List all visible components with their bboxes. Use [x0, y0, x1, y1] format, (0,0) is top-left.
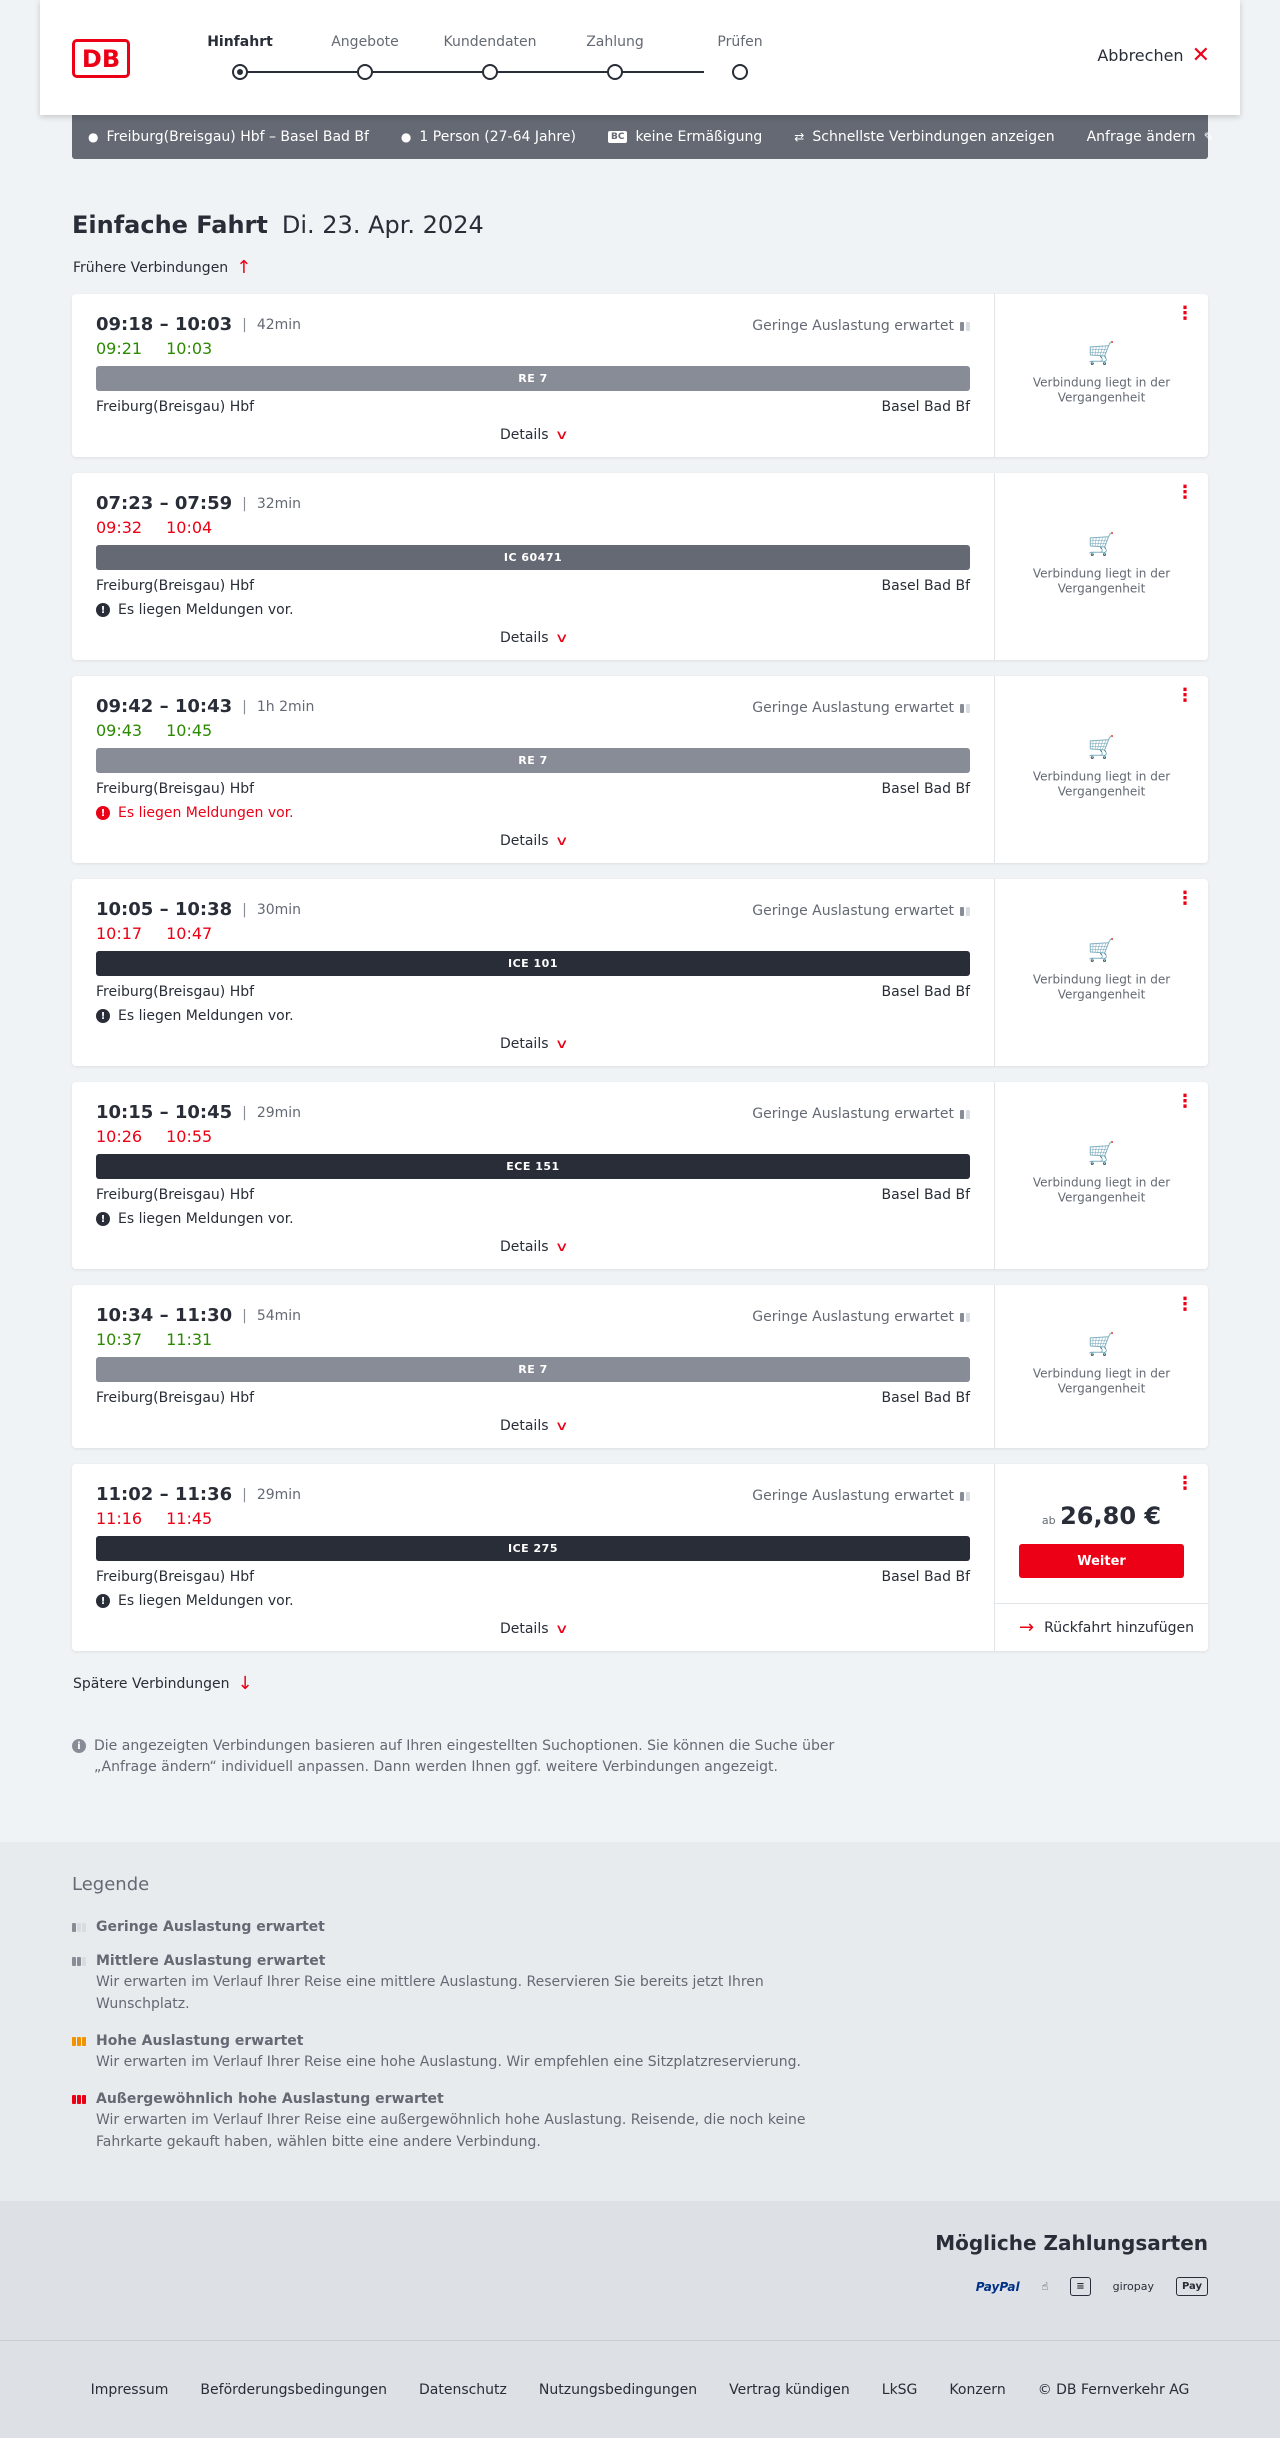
connection-duration: 54min: [256, 1307, 302, 1324]
cancel-button[interactable]: Abbrechen ✕: [1097, 42, 1210, 68]
pencil-icon: ✎: [1203, 130, 1214, 144]
info-note: i Die angezeigten Verbindungen basieren auf Ihren eingestellten Suchoptionen. Sie können die Suche über „Anfrage ändern“ individuell anpassen. Dann werden Ihnen ggf. weitere Verbindungen angezeigt.: [72, 1736, 852, 1778]
discount-summary[interactable]: BC keine Ermäßigung: [608, 129, 762, 145]
connection-times: 10:05 – 10:38: [96, 899, 233, 920]
realtime-arrival: 11:31: [166, 1330, 213, 1349]
occupancy-indicator: Geringe Auslastung erwartet: [752, 903, 970, 919]
arrival-station: Basel Bad Bf: [881, 1569, 970, 1585]
past-connection-note: 🛒 Verbindung liegt in der Vergangenheit: [995, 943, 1208, 1002]
past-connection-note: 🛒 Verbindung liegt in der Vergangenheit: [995, 740, 1208, 799]
departure-station: Freiburg(Breisgau) Hbf: [96, 1390, 255, 1406]
chevron-down-icon: ∨: [554, 427, 569, 443]
occupancy-low-icon: [960, 322, 970, 331]
departure-station: Freiburg(Breisgau) Hbf: [96, 1569, 255, 1585]
page-title: Einfache Fahrt Di. 23. Apr. 2024: [72, 211, 484, 239]
more-options-icon[interactable]: ⋮: [1176, 1294, 1194, 1315]
price-offer: ab 26,80 € Weiter: [995, 1502, 1208, 1578]
connection-card: 10:05 – 10:38 | 30min Geringe Auslastung erwartet 10:17 10:47 ICE 101 Freiburg(Breisgau) Hbf Basel Bad Bf ! Es liegen Meldungen vor. Details ∨ ⋮ 🛒 Verbindung liegt in der Vergangenheit: [72, 879, 1208, 1066]
step-line: [240, 71, 704, 73]
occupancy-indicator: Geringe Auslastung erwartet: [752, 1488, 970, 1504]
connection-duration: 29min: [256, 1486, 302, 1503]
progress-steps: [207, 34, 763, 84]
arrival-station: Basel Bad Bf: [881, 781, 970, 797]
connection-duration: 42min: [256, 316, 302, 333]
legend-item-low: Geringe Auslastung erwartet: [72, 1919, 1208, 1935]
alert-icon: !: [96, 1009, 110, 1023]
footer-link-nutzungsbedingungen[interactable]: Nutzungsbedingungen: [538, 2381, 698, 2398]
occupancy-low-icon: [960, 1492, 970, 1501]
legend-item-high: Hohe Auslastung erwartet Wir erwarten im Verlauf Ihrer Reise eine hohe Auslastung. Wir empfehlen eine Sitzplatzreservierung.: [72, 2033, 1208, 2073]
add-return-button[interactable]: → Rückfahrt hinzufügen: [995, 1603, 1208, 1651]
train-bar[interactable]: ICE 275: [96, 1536, 970, 1561]
cart-unavailable-icon: 🛒: [1087, 735, 1116, 760]
chevron-down-icon: ∨: [554, 1418, 569, 1434]
connection-card: 10:34 – 11:30 | 54min Geringe Auslastung erwartet 10:37 11:31 RE 7 Freiburg(Breisgau) Hbf Basel Bad Bf Details ∨ ⋮ 🛒 Verbindung liegt in der Vergangenheit: [72, 1285, 1208, 1448]
alert-icon: !: [96, 603, 110, 617]
step-zahlung[interactable]: Zahlung: [555, 34, 675, 50]
departure-station: Freiburg(Breisgau) Hbf: [96, 781, 255, 797]
realtime-departure: 11:16: [96, 1509, 143, 1528]
earlier-connections-link[interactable]: Frühere Verbindungen ↑: [73, 257, 252, 278]
train-bar[interactable]: RE 7: [96, 366, 970, 391]
details-toggle[interactable]: Details ∨: [499, 1239, 569, 1255]
connection-times: 10:15 – 10:45: [96, 1102, 233, 1123]
giropay-icon: giropay: [1112, 2280, 1154, 2293]
step-hinfahrt[interactable]: Hinfahrt: [180, 34, 300, 50]
step-kundendaten[interactable]: Kundendaten: [430, 34, 550, 50]
connection-card: 11:02 – 11:36 | 29min Geringe Auslastung erwartet 11:16 11:45 ICE 275 Freiburg(Breisgau) Hbf Basel Bad Bf ! Es liegen Meldungen vor. Details ∨ ⋮ ab 26,80 € Weiter → Rückfahrt hinzufügen: [72, 1464, 1208, 1651]
arrow-up-icon: ↑: [236, 257, 252, 278]
past-connection-note: 🛒 Verbindung liegt in der Vergangenheit: [995, 537, 1208, 596]
footer-link-konzern[interactable]: Konzern: [949, 2381, 1006, 2398]
train-bar[interactable]: ECE 151: [96, 1154, 970, 1179]
more-options-icon[interactable]: ⋮: [1176, 685, 1194, 706]
service-message[interactable]: ! Es liegen Meldungen vor.: [96, 1593, 970, 1609]
departure-station: Freiburg(Breisgau) Hbf: [96, 1187, 255, 1203]
details-toggle[interactable]: Details ∨: [499, 1621, 569, 1637]
more-options-icon[interactable]: ⋮: [1176, 482, 1194, 503]
cart-unavailable-icon: 🛒: [1087, 1332, 1116, 1357]
step-pruefen[interactable]: Prüfen: [680, 34, 800, 50]
realtime-departure: 10:26: [96, 1127, 143, 1146]
occupancy-medium-icon: [72, 1957, 86, 1966]
service-message[interactable]: ! Es liegen Meldungen vor.: [96, 805, 970, 821]
legend-item-medium: Mittlere Auslastung erwartet Wir erwarten im Verlauf Ihrer Reise eine mittlere Auslastung. Reservieren Sie bereits jetzt Ihren Wunschplatz.: [72, 1953, 1208, 2015]
connection-card: 09:42 – 10:43 | 1h 2min Geringe Auslastung erwartet 09:43 10:45 RE 7 Freiburg(Breisgau) Hbf Basel Bad Bf ! Es liegen Meldungen vor. Details ∨ ⋮ 🛒 Verbindung liegt in der Vergangenheit: [72, 676, 1208, 863]
more-options-icon[interactable]: ⋮: [1176, 303, 1194, 324]
realtime-arrival: 11:45: [166, 1509, 213, 1528]
arrival-station: Basel Bad Bf: [881, 984, 970, 1000]
realtime-departure: 09:43: [96, 721, 143, 740]
persons-summary[interactable]: ● 1 Person (27-64 Jahre): [400, 129, 576, 145]
realtime-departure: 10:17: [96, 924, 143, 943]
occupancy-indicator: Geringe Auslastung erwartet: [752, 1106, 970, 1122]
payment-title: Mögliche Zahlungsarten: [935, 2231, 1208, 2255]
train-bar[interactable]: RE 7: [96, 748, 970, 773]
payment-methods: [0, 2201, 1280, 2340]
footer-link-impressum[interactable]: Impressum: [90, 2381, 169, 2398]
arrival-station: Basel Bad Bf: [881, 578, 970, 594]
paypal-icon: PayPal: [975, 2279, 1020, 2294]
more-options-icon[interactable]: ⋮: [1176, 1473, 1194, 1494]
realtime-arrival: 10:45: [166, 721, 213, 740]
arrival-station: Basel Bad Bf: [881, 399, 970, 415]
search-summary-bar: [72, 115, 1214, 159]
occupancy-low-icon: [960, 907, 970, 916]
later-connections-link[interactable]: Spätere Verbindungen ↓: [73, 1673, 253, 1694]
apple-pay-icon: Pay: [1176, 2277, 1208, 2296]
past-connection-note: 🛒 Verbindung liegt in der Vergangenheit: [995, 1146, 1208, 1205]
service-message[interactable]: ! Es liegen Meldungen vor.: [96, 1008, 970, 1024]
occupancy-indicator: Geringe Auslastung erwartet: [752, 1309, 970, 1325]
occupancy-exceptional-icon: [72, 2095, 86, 2104]
realtime-departure: 10:37: [96, 1330, 143, 1349]
occupancy-high-icon: [72, 2037, 86, 2046]
cart-unavailable-icon: 🛒: [1087, 341, 1116, 366]
details-toggle[interactable]: Details ∨: [499, 427, 569, 443]
travel-date: Di. 23. Apr. 2024: [281, 211, 484, 239]
occupancy-low-icon: [960, 704, 970, 713]
cart-unavailable-icon: 🛒: [1087, 532, 1116, 557]
alert-icon: !: [96, 1594, 110, 1608]
details-toggle[interactable]: Details ∨: [499, 833, 569, 849]
price: 26,80 €: [1060, 1502, 1162, 1530]
footer: [0, 2340, 1280, 2438]
occupancy-low-icon: [960, 1313, 970, 1322]
chevron-down-icon: ∨: [554, 1239, 569, 1255]
footer-copyright: © DB Fernverkehr AG: [1037, 2381, 1190, 2398]
connection-card: 09:18 – 10:03 | 42min Geringe Auslastung erwartet 09:21 10:03 RE 7 Freiburg(Breisgau) Hbf Basel Bad Bf Details ∨ ⋮ 🛒 Verbindung liegt in der Vergangenheit: [72, 294, 1208, 457]
info-icon: i: [72, 1739, 86, 1753]
alert-icon: !: [96, 806, 110, 820]
arrow-down-icon: ↓: [237, 1673, 253, 1694]
location-pin-icon: ●: [88, 130, 99, 144]
legend-item-exceptional: Außergewöhnlich hohe Auslastung erwartet Wir erwarten im Verlauf Ihrer Reise eine außergewöhnlich hohe Auslastung. Reisende, die noch keine Fahrkarte gekauft haben, wählen bitte eine andere Verbindung.: [72, 2091, 1208, 2153]
cart-unavailable-icon: 🛒: [1087, 1141, 1116, 1166]
connection-duration: 30min: [256, 901, 302, 918]
connection-duration: 29min: [256, 1104, 302, 1121]
arrival-station: Basel Bad Bf: [881, 1187, 970, 1203]
chevron-down-icon: ∨: [554, 1621, 569, 1637]
close-icon: ✕: [1191, 42, 1210, 68]
departure-station: Freiburg(Breisgau) Hbf: [96, 984, 255, 1000]
chevron-down-icon: ∨: [554, 630, 569, 646]
continue-button[interactable]: Weiter: [1019, 1544, 1184, 1578]
realtime-arrival: 10:04: [166, 518, 213, 537]
footer-link-vertrag-kuendigen[interactable]: Vertrag kündigen: [729, 2381, 850, 2398]
occupancy-low-icon: [72, 1923, 86, 1932]
cart-unavailable-icon: 🛒: [1087, 938, 1116, 963]
past-connection-note: 🛒 Verbindung liegt in der Vergangenheit: [995, 1337, 1208, 1396]
realtime-departure: 09:21: [96, 339, 143, 358]
details-toggle[interactable]: Details ∨: [499, 630, 569, 646]
connection-times: 11:02 – 11:36: [96, 1484, 233, 1505]
departure-station: Freiburg(Breisgau) Hbf: [96, 578, 255, 594]
train-bar[interactable]: ICE 101: [96, 951, 970, 976]
connection-times: 07:23 – 07:59: [96, 493, 233, 514]
train-bar[interactable]: IC 60471: [96, 545, 970, 570]
footer-link-befoerderungsbedingungen[interactable]: Beförderungsbedingungen: [200, 2381, 387, 2398]
fastest-connections-toggle[interactable]: ⇄ Schnellste Verbindungen anzeigen: [794, 129, 1055, 145]
footer-link-datenschutz[interactable]: Datenschutz: [418, 2381, 507, 2398]
train-bar[interactable]: RE 7: [96, 1357, 970, 1382]
route-summary[interactable]: ● Freiburg(Breisgau) Hbf – Basel Bad Bf: [88, 129, 369, 145]
legend-title: Legende: [72, 1874, 150, 1895]
contactless-icon: ☝: [1041, 2280, 1049, 2293]
arrival-station: Basel Bad Bf: [881, 1390, 970, 1406]
swap-arrows-icon: ⇄: [794, 130, 805, 144]
past-connection-note: 🛒 Verbindung liegt in der Vergangenheit: [995, 346, 1208, 405]
occupancy-indicator: Geringe Auslastung erwartet: [752, 318, 970, 334]
page-header: [40, 0, 1240, 115]
alert-icon: !: [96, 1212, 110, 1226]
connection-times: 10:34 – 11:30: [96, 1305, 233, 1326]
chevron-down-icon: ∨: [554, 1036, 569, 1052]
arrow-right-icon: →: [1019, 1617, 1035, 1638]
footer-link-lksg[interactable]: LkSG: [881, 2381, 918, 2398]
occupancy-low-icon: [960, 1110, 970, 1119]
sepa-icon: ≡: [1070, 2277, 1090, 2296]
bahncard-icon: BC: [608, 131, 627, 143]
realtime-arrival: 10:03: [166, 339, 213, 358]
departure-station: Freiburg(Breisgau) Hbf: [96, 399, 255, 415]
connection-times: 09:18 – 10:03: [96, 314, 233, 335]
db-logo[interactable]: DB: [72, 39, 130, 78]
realtime-arrival: 10:55: [166, 1127, 213, 1146]
more-options-icon[interactable]: ⋮: [1176, 888, 1194, 909]
connection-times: 09:42 – 10:43: [96, 696, 233, 717]
details-toggle[interactable]: Details ∨: [499, 1418, 569, 1434]
chevron-down-icon: ∨: [554, 833, 569, 849]
edit-request-button[interactable]: Anfrage ändern ✎: [1086, 129, 1214, 145]
connection-duration: 32min: [256, 495, 302, 512]
service-message[interactable]: ! Es liegen Meldungen vor.: [96, 602, 970, 618]
occupancy-indicator: Geringe Auslastung erwartet: [752, 700, 970, 716]
realtime-departure: 09:32: [96, 518, 143, 537]
person-icon: ●: [400, 130, 412, 144]
service-message[interactable]: ! Es liegen Meldungen vor.: [96, 1211, 970, 1227]
more-options-icon[interactable]: ⋮: [1176, 1091, 1194, 1112]
connection-card: 07:23 – 07:59 | 32min 09:32 10:04 IC 60471 Freiburg(Breisgau) Hbf Basel Bad Bf ! Es liegen Meldungen vor. Details ∨ ⋮ 🛒 Verbindung liegt in der Vergangenheit: [72, 473, 1208, 660]
step-angebote[interactable]: Angebote: [305, 34, 425, 50]
legend: [0, 1842, 1280, 2201]
details-toggle[interactable]: Details ∨: [499, 1036, 569, 1052]
connection-duration: 1h 2min: [256, 698, 315, 715]
connection-card: 10:15 – 10:45 | 29min Geringe Auslastung erwartet 10:26 10:55 ECE 151 Freiburg(Breisgau) Hbf Basel Bad Bf ! Es liegen Meldungen vor. Details ∨ ⋮ 🛒 Verbindung liegt in der Vergangenheit: [72, 1082, 1208, 1269]
realtime-arrival: 10:47: [166, 924, 213, 943]
